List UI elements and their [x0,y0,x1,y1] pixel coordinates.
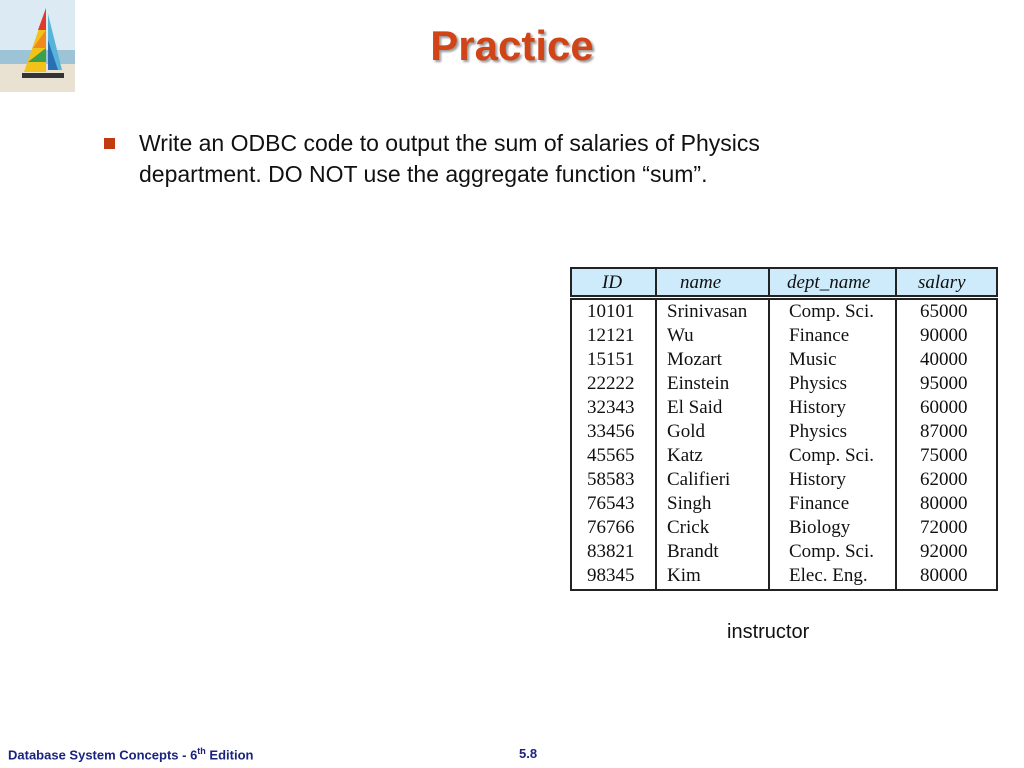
cell-salary: 92000 [920,541,968,562]
cell-dept: Music [789,349,837,370]
bullet-text: Write an ODBC code to output the sum of salaries of Physics department. DO NOT use the aggregate function “sum”. [139,130,760,187]
cell-salary: 72000 [920,517,968,538]
table-row [572,565,1000,589]
table-header [570,267,998,297]
cell-id: 15151 [587,349,635,370]
cell-salary: 95000 [920,373,968,394]
cell-name: Brandt [667,541,719,562]
header-dept-name: dept_name [787,272,871,293]
cell-id: 32343 [587,397,635,418]
footer-edition-sup: th [197,746,206,756]
table-row [572,541,1000,565]
cell-salary: 40000 [920,349,968,370]
table-row [572,301,1000,325]
cell-name: Mozart [667,349,722,370]
cell-dept: Finance [789,325,850,346]
cell-name: El Said [667,397,723,418]
footer-book-title [8,746,253,762]
cell-id: 83821 [587,541,635,562]
cell-name: Wu [667,325,694,346]
footer-edition-word: Edition [205,747,254,763]
cell-name: Singh [667,493,712,514]
page-title: Practice [430,22,594,69]
cell-name: Califieri [667,469,731,490]
table-body [570,298,998,591]
table-caption: instructor [727,621,810,643]
table-row [572,349,1000,373]
table-row [572,493,1000,517]
header-name: name [680,272,722,293]
cell-salary: 90000 [920,325,968,346]
footer-book: Database System Concepts - 6 [8,747,198,763]
table-row [572,445,1000,469]
cell-salary: 75000 [920,445,968,466]
bullet-item [104,128,864,190]
cell-salary: 80000 [920,565,968,586]
cell-id: 45565 [587,445,635,466]
cell-dept: Elec. Eng. [789,565,868,586]
table-row [572,517,1000,541]
header-salary: salary [918,272,966,293]
cell-id: 76543 [587,493,635,514]
cell-salary: 60000 [920,397,968,418]
cell-id: 58583 [587,469,635,490]
page-number: 5.8 [519,746,538,761]
cell-id: 76766 [587,517,635,538]
cell-dept: History [789,397,846,418]
cell-name: Kim [667,565,701,586]
cell-dept: Comp. Sci. [789,445,874,466]
cell-salary: 80000 [920,493,968,514]
table-row [572,397,1000,421]
cell-salary: 87000 [920,421,968,442]
cell-dept: Comp. Sci. [789,541,874,562]
cell-id: 12121 [587,325,635,346]
table-row [572,373,1000,397]
cell-dept: Physics [789,421,848,442]
cell-salary: 62000 [920,469,968,490]
cell-name: Einstein [667,373,730,394]
cell-name: Srinivasan [667,301,748,322]
cell-dept: History [789,469,846,490]
cell-dept: Finance [789,493,850,514]
cell-id: 98345 [587,565,635,586]
header-id: ID [602,272,623,293]
cell-dept: Comp. Sci. [789,301,874,322]
table-row [572,469,1000,493]
cell-name: Crick [667,517,710,538]
cell-id: 22222 [587,373,635,394]
cell-dept: Physics [789,373,848,394]
cell-name: Gold [667,421,705,442]
cell-name: Katz [667,445,703,466]
cell-id: 10101 [587,301,635,322]
table-row [572,325,1000,349]
instructor-table [570,267,998,591]
cell-salary: 65000 [920,301,968,322]
table-row [572,421,1000,445]
cell-dept: Biology [789,517,851,538]
cell-id: 33456 [587,421,635,442]
square-bullet-icon [104,138,115,149]
